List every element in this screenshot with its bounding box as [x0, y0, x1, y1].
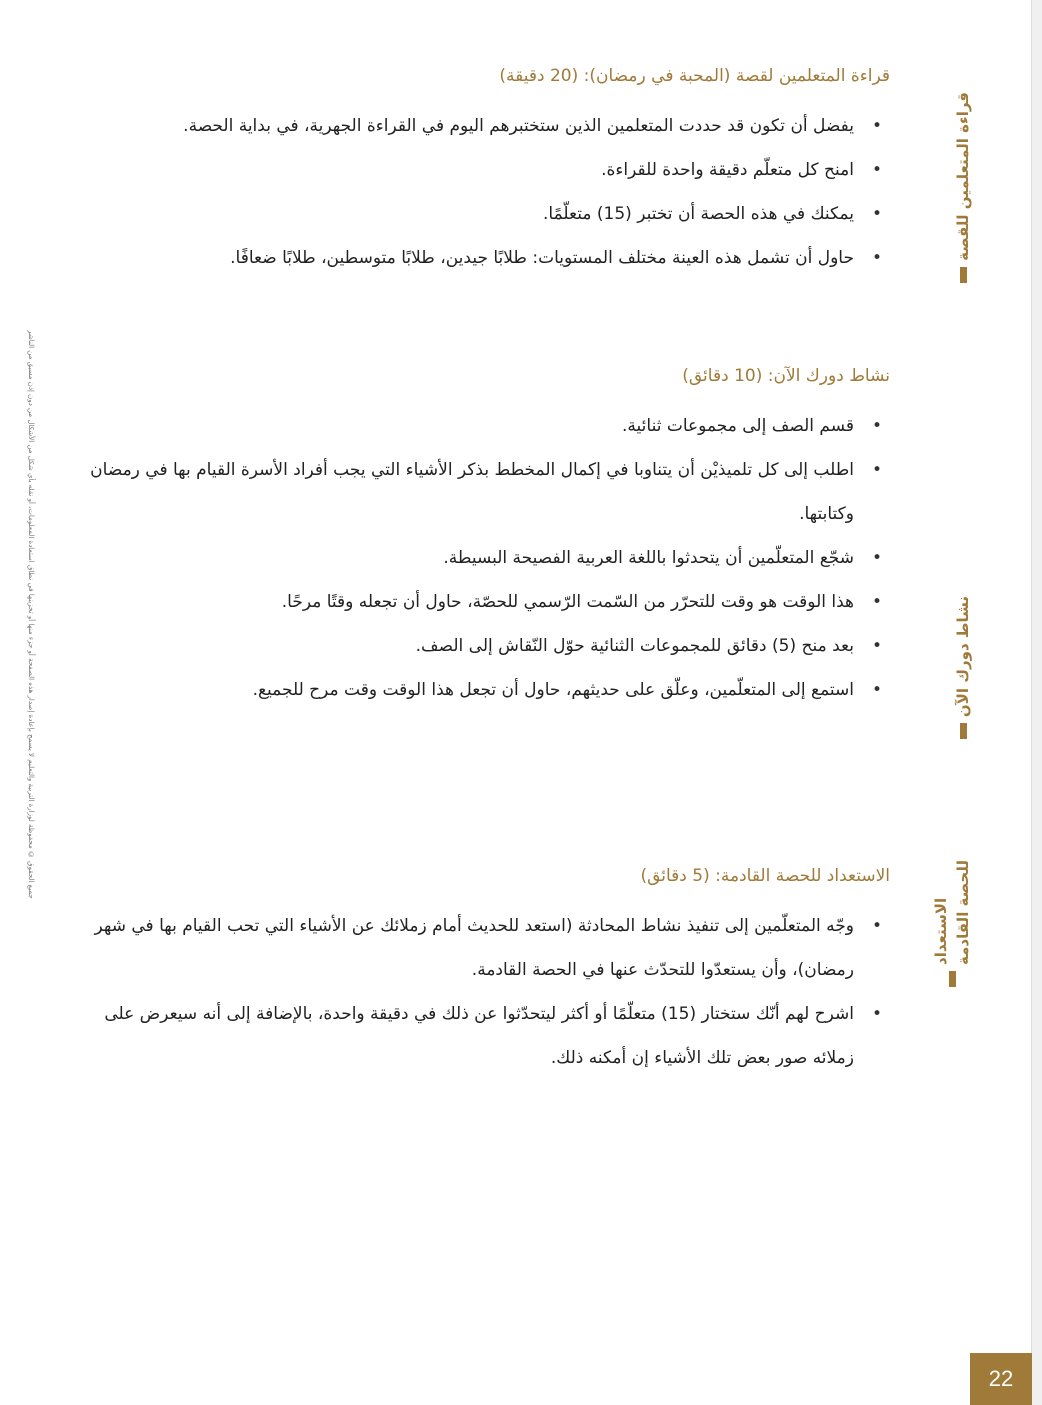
page-edge: [1031, 0, 1042, 1405]
section-activity: [60, 362, 890, 712]
list-item: • شجّع المتعلّمين أن يتحدثوا باللغة العربية الفصيحة البسيطة.: [60, 536, 854, 580]
bullet-list: [60, 104, 890, 280]
section-heading: نشاط دورك الآن: (10 دقائق): [682, 366, 890, 386]
page-number: 22: [970, 1353, 1032, 1405]
list-item: • يفضل أن تكون قد حددت المتعلمين الذين ستختبرهم اليوم في القراءة الجهرية، في بداية الحصة.: [60, 104, 854, 148]
list-item: • استمع إلى المتعلّمين، وعلّق على حديثهم، حاول أن تجعل هذا الوقت وقت مرح للجميع.: [60, 668, 854, 712]
section-heading: الاستعداد للحصة القادمة: (5 دقائق): [640, 866, 890, 886]
side-tab-next-lesson: [930, 860, 974, 987]
section-next-lesson: [60, 862, 890, 1080]
bullet-list: [60, 404, 890, 712]
side-tab-activity: [952, 596, 974, 739]
list-item: • هذا الوقت هو وقت للتحرّر من السّمت الرّسمي للحصّة، حاول أن تجعله وقتًا مرحًا.: [60, 580, 854, 624]
list-item: • يمكنك في هذه الحصة أن تختبر (15) متعلّمًا.: [60, 192, 854, 236]
side-tab-marker: [960, 723, 967, 739]
section-reading: [60, 62, 890, 280]
list-item: • قسم الصف إلى مجموعات ثنائية.: [60, 404, 854, 448]
side-tab-marker: [960, 267, 967, 283]
list-item: • اشرح لهم أنّك ستختار (15) متعلّمًا أو أكثر ليتحدّثوا عن ذلك في دقيقة واحدة، بالإضافة إلى أنه سيعرض على زملائه صور بعض تلك الأشياء إن أمكنه ذلك.: [60, 992, 854, 1080]
side-tab-label: قراءة المتعلمين للقصة: [954, 92, 972, 261]
side-tab-label: الاستعداد للحصة القادمة: [932, 860, 972, 965]
list-item: • وجّه المتعلّمين إلى تنفيذ نشاط المحادثة (استعد للحديث أمام زملائك عن الأشياء التي تحب القيام بها في شهر رمضان)، وأن يستعدّوا للتحدّث عنها في الحصة القادمة.: [60, 904, 854, 992]
section-heading: قراءة المتعلمين لقصة (المحبة في رمضان): (20 دقيقة): [499, 66, 890, 86]
list-item: • بعد منح (5) دقائق للمجموعات الثنائية حوّل النّقاش إلى الصف.: [60, 624, 854, 668]
side-tab-label: نشاط دورك الآن: [954, 596, 972, 718]
side-tab-marker: [949, 971, 956, 987]
list-item: • حاول أن تشمل هذه العينة مختلف المستويات: طلابًا جيدين، طلابًا متوسطين، طلابًا ضعافًا.: [60, 236, 854, 280]
bullet-list: [60, 904, 890, 1080]
side-tab-reading: [952, 92, 974, 283]
copyright-notice: جميع الحقوق © محفوظة لوزارة التربية والتعليم لا يسمح بإعادة إصدار هذه الصفحة أو جزء منها أو تخزينها في نطاق استعادة المعلومات، أو نقله بأي شكل من الأشكال من دون إذن مسبق من الناشر: [27, 330, 35, 899]
list-item: • امنح كل متعلّم دقيقة واحدة للقراءة.: [60, 148, 854, 192]
list-item: • اطلب إلى كل تلميذيْن أن يتناوبا في إكمال المخطط بذكر الأشياء التي يجب أفراد الأسرة القيام بها في رمضان وكتابتها.: [60, 448, 854, 536]
